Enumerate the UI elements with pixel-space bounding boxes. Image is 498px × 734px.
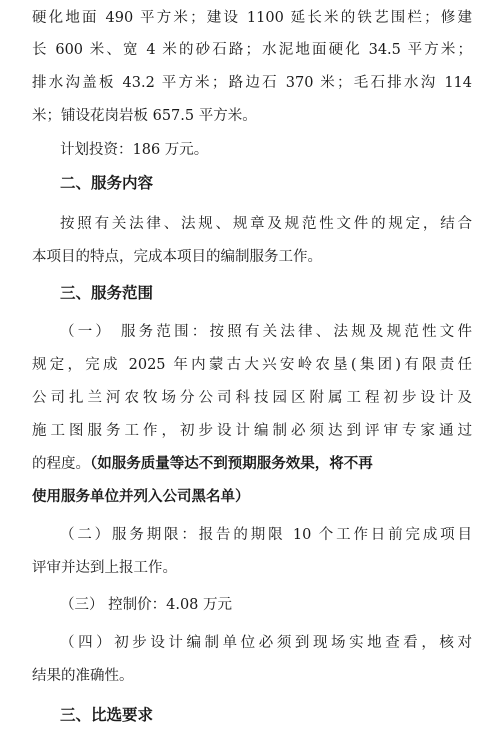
service-content-line-1: 按照有关法律、法规、规章及规范性文件的规定，结合 bbox=[60, 216, 472, 232]
scope-line-2: 规定，完成 2025 年内蒙古大兴安岭农垦(集团)有限责任 bbox=[32, 357, 472, 373]
paragraph-scope-line-4: 米；铺设花岗岩板 657.5 平方米。 bbox=[32, 108, 257, 124]
section-heading-service-content: 二、服务内容 bbox=[60, 174, 154, 192]
site-inspection-line-2: 结果的准确性。 bbox=[32, 668, 134, 684]
scope-line-3: 公司扎兰河农牧场分公司科技园区附属工程初步设计及 bbox=[32, 390, 472, 406]
paragraph-scope-line-1: 硬化地面 490 平方米；建设 1100 延长米的铁艺围栏；修建 bbox=[32, 10, 472, 26]
service-period-line-1: （二）服务期限：报告的期限 10 个工作日前完成项目 bbox=[60, 527, 472, 543]
control-price: （三） 控制价：4.08 万元 bbox=[60, 597, 233, 613]
scope-line-5-bold-notice: （如服务质量等达不到预期服务效果，将不再 bbox=[90, 455, 373, 472]
scope-line-6-bold-notice: 使用服务单位并列入公司黑名单） bbox=[32, 488, 250, 505]
site-inspection-line-1: （四）初步设计编制单位必须到现场实地查看，核对 bbox=[60, 635, 472, 651]
paragraph-scope-line-2: 长 600 米、宽 4 米的砂石路；水泥地面硬化 34.5 平方米； bbox=[32, 42, 472, 58]
scope-line-4: 施工图服务工作，初步设计编制必须达到评审专家通过 bbox=[32, 423, 472, 439]
scope-line-5 bbox=[32, 454, 472, 474]
planned-investment: 计划投资：186 万元。 bbox=[60, 142, 209, 158]
service-content-line-2: 本项目的特点，完成本项目的编制服务工作。 bbox=[32, 249, 322, 265]
service-period-line-2: 评审并达到上报工作。 bbox=[32, 560, 177, 576]
section-heading-service-scope: 三、服务范围 bbox=[60, 284, 154, 302]
paragraph-scope-line-3: 排水沟盖板 43.2 平方米；路边石 370 米；毛石排水沟 114 bbox=[32, 75, 472, 91]
scope-line-5-normal: 的程度。 bbox=[32, 456, 90, 472]
scope-line-1: （一） 服务范围：按照有关法律、法规及规范性文件 bbox=[60, 324, 472, 340]
section-heading-selection-requirements: 三、比选要求 bbox=[60, 706, 154, 724]
